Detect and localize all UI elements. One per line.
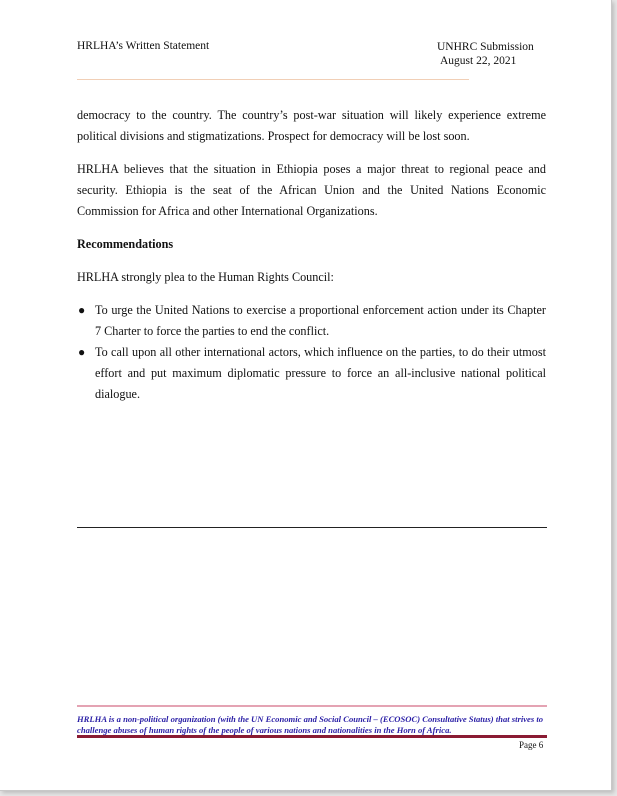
footer-bottom-rule	[77, 735, 547, 738]
footer-top-rule	[77, 705, 547, 707]
header-title: HRLHA’s Written Statement	[77, 40, 210, 52]
paragraph-plea: HRLHA strongly plea to the Human Rights Council:	[77, 270, 334, 284]
page-number: Page 6	[519, 740, 544, 750]
paragraph-regional-security: HRLHA believes that the situation in Ethiopia poses a major threat to regional peace and security. Ethiopia is the seat of the African Union and the United Nations Economic Commission for Africa and other International Organizations.	[77, 162, 546, 218]
header-submission-info	[437, 40, 534, 68]
header-submission: UNHRC Submission	[437, 41, 534, 53]
footer-statement: HRLHA is a non-political organization (with the UN Economic and Social Council – (ECOSOC) Consultative Status) that strives to challenge abuses of human rights of the people of various nations and nationalities in the Horn of Africa.	[77, 714, 544, 735]
list-item	[77, 300, 546, 342]
document-body	[77, 105, 546, 405]
paragraph-democracy: democracy to the country. The country’s post-war situation will likely experience extreme political divisions and stigmatizations. Prospect for democracy will be lost soon.	[77, 108, 546, 143]
recommendations-list	[77, 300, 546, 405]
bullet-icon: ●	[78, 303, 86, 317]
list-item-text: To urge the United Nations to exercise a proportional enforcement action under its Chapter 7 Charter to force the parties to end the conflict.	[95, 303, 546, 338]
content-divider	[77, 527, 547, 528]
header-divider	[77, 79, 469, 80]
list-item	[77, 342, 546, 405]
bullet-icon: ●	[78, 345, 86, 359]
list-item-text: To call upon all other international actors, which influence on the parties, to do their utmost effort and put maximum diplomatic pressure to force an all-inclusive national political dialogue.	[95, 345, 546, 401]
header-date: August 22, 2021	[440, 55, 517, 67]
recommendations-heading: Recommendations	[77, 237, 174, 251]
